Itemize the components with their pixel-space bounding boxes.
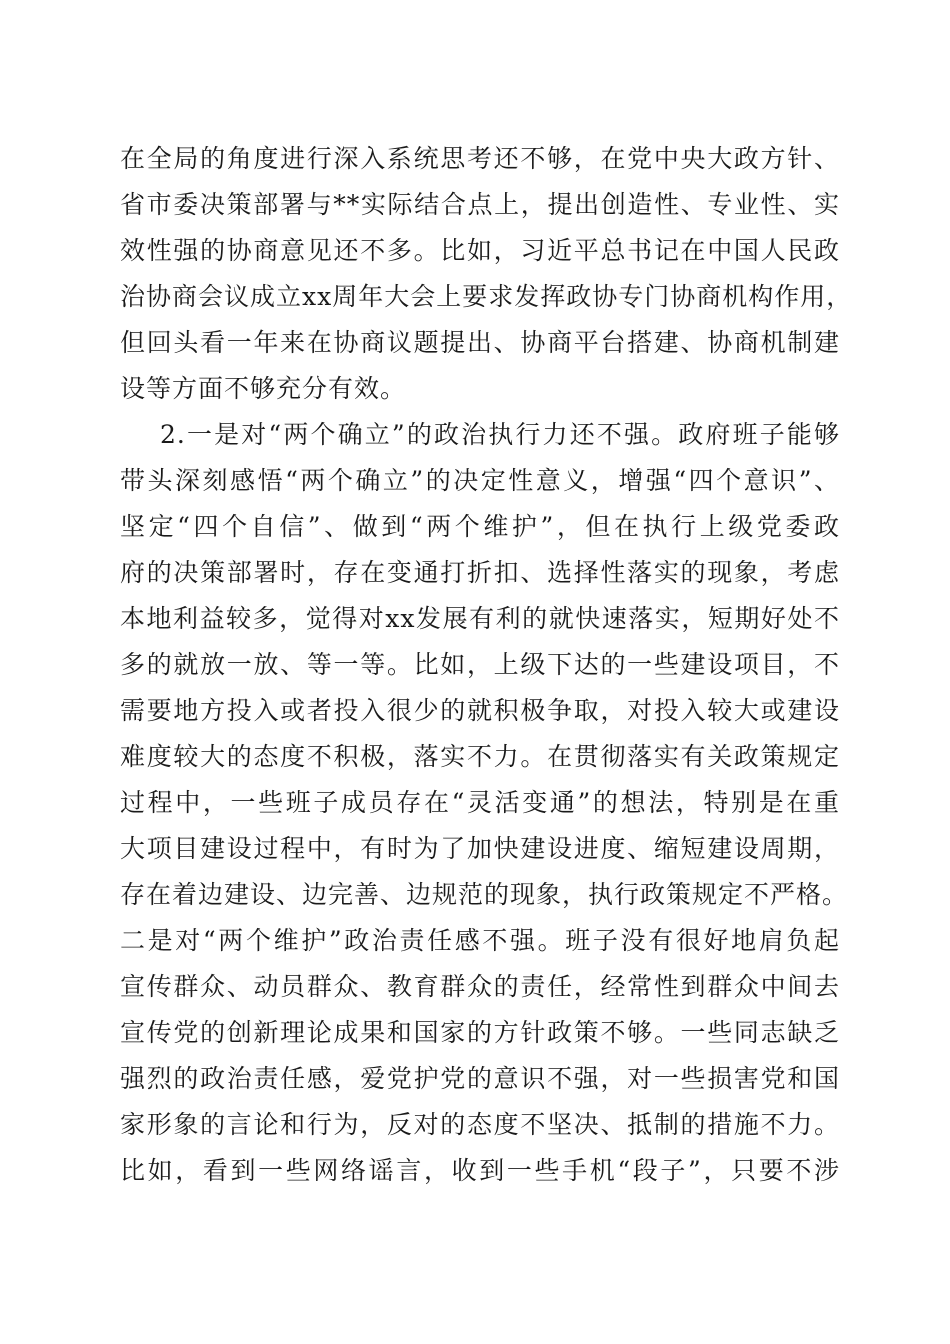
text-line: 过程中，一些班子成员存在“灵活变通”的想法，特别是在重	[120, 788, 840, 817]
text-line: 家形象的言论和行为，反对的态度不坚决、抵制的措施不力。	[120, 1110, 840, 1139]
text-line: 坚定“四个自信”、做到“两个维护”，但在执行上级党委政	[120, 512, 840, 541]
text-line: 宣传群众、动员群众、教育群众的责任，经常性到群众中间去	[120, 972, 840, 1001]
text-line: 比如，看到一些网络谣言，收到一些手机“段子”，只要不涉	[120, 1156, 840, 1185]
text-line: 存在着边建设、边完善、边规范的现象，执行政策规定不严格。	[120, 880, 849, 909]
paragraph-1	[120, 136, 853, 412]
text-line: 二是对“两个维护”政治责任感不强。班子没有很好地肩负起	[120, 926, 840, 955]
text-line: 设等方面不够充分有效。	[120, 374, 407, 403]
text-line: 治协商会议成立xx周年大会上要求发挥政协专门协商机构作用，	[120, 282, 853, 311]
paragraph-2	[120, 412, 849, 1194]
document-body	[120, 136, 853, 1194]
text-line: 强烈的政治责任感，爱党护党的意识不强，对一些损害党和国	[120, 1064, 840, 1093]
text-line: 府的决策部署时，存在变通打折扣、选择性落实的现象，考虑	[120, 558, 840, 587]
text-line: 省市委决策部署与**实际结合点上，提出创造性、专业性、实	[120, 190, 840, 219]
text-line: 在全局的角度进行深入系统思考还不够，在党中央大政方针、	[120, 144, 840, 173]
text-line: 本地利益较多，觉得对xx发展有利的就快速落实，短期好处不	[120, 604, 840, 633]
text-line: 宣传党的创新理论成果和国家的方针政策不够。一些同志缺乏	[120, 1018, 840, 1047]
text-line: 效性强的协商意见还不多。比如，习近平总书记在中国人民政	[120, 236, 840, 265]
text-line: 2.一是对“两个确立”的政治执行力还不强。政府班子能够	[160, 420, 840, 449]
text-line: 但回头看一年来在协商议题提出、协商平台搭建、协商机制建	[120, 328, 840, 357]
text-line: 需要地方投入或者投入很少的就积极争取，对投入较大或建设	[120, 696, 840, 725]
text-line: 大项目建设过程中，有时为了加快建设进度、缩短建设周期，	[120, 834, 840, 863]
text-line: 多的就放一放、等一等。比如，上级下达的一些建设项目，不	[120, 650, 840, 679]
text-line: 带头深刻感悟“两个确立”的决定性意义，增强“四个意识”、	[120, 466, 840, 495]
text-line: 难度较大的态度不积极，落实不力。在贯彻落实有关政策规定	[120, 742, 840, 771]
